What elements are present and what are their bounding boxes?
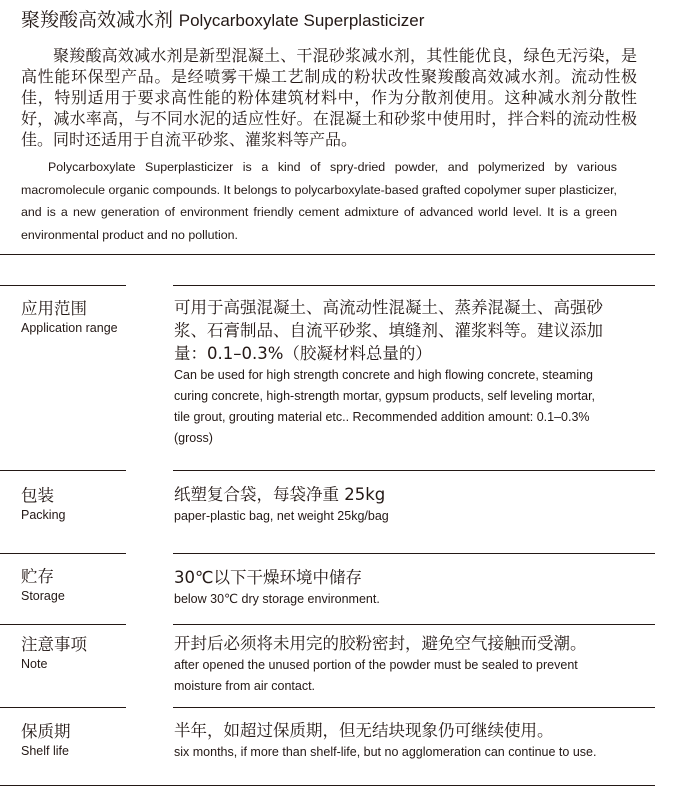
section-label-shelf-life bbox=[21, 721, 71, 760]
divider bbox=[0, 624, 126, 625]
section-label-zh: 保质期 bbox=[21, 722, 71, 741]
divider bbox=[173, 553, 655, 554]
section-label-en: Shelf life bbox=[21, 744, 69, 758]
divider bbox=[0, 285, 126, 286]
section-label-note bbox=[21, 634, 87, 673]
section-content-en: Can be used for high strength concrete and high flowing concrete, steaming curing concrete, high-strength mortar, gypsum products, self leveling mortar, tile grout, grouting material etc.. Recommended addition amount: 0.1–0.3% (gross) bbox=[174, 368, 596, 445]
divider bbox=[173, 470, 655, 471]
section-content-en: six months, if more than shelf-life, but no agglomeration can continue to use. bbox=[174, 745, 597, 759]
intro-paragraph-zh: 聚羧酸高效减水剂是新型混凝土、干混砂浆减水剂，其性能优良，绿色无污染，是高性能环保型产品。是经喷雾干燥工艺制成的粉状改性聚羧酸高效减水剂。流动性极佳，特别适用于要求高性能的粉体建筑材料中，作为分散剂使用。这种减水剂分散性好，减水率高，与不同水泥的适应性好。在混凝土和砂浆中使用时，拌合料的流动性极佳。同时还适用于自流平砂浆、灌浆料等产品。 bbox=[21, 46, 637, 149]
section-content-zh: 纸塑复合袋，每袋净重 25kg bbox=[174, 485, 386, 504]
section-content-zh: 可用于高强混凝土、高流动性混凝土、蒸养混凝土、高强砂浆、石膏制品、自流平砂浆、填缝剂、灌浆料等。建议添加量：0.1–0.3%（胶凝材料总量的） bbox=[174, 298, 603, 363]
section-content-zh: 30℃以下干燥环境中储存 bbox=[174, 568, 363, 587]
divider bbox=[173, 624, 655, 625]
divider bbox=[0, 470, 126, 471]
section-label-zh: 包装 bbox=[21, 486, 54, 505]
section-label-en: Packing bbox=[21, 508, 66, 522]
divider bbox=[0, 785, 655, 786]
section-content-en: after opened the unused portion of the powder must be sealed to prevent moisture from air contact. bbox=[174, 658, 578, 693]
section-label-application-range bbox=[21, 298, 118, 337]
page-title-en: Polycarboxylate Superplasticizer bbox=[178, 11, 425, 30]
divider bbox=[173, 285, 655, 286]
section-content-packing bbox=[174, 483, 614, 527]
section-label-zh: 应用范围 bbox=[21, 299, 87, 318]
divider bbox=[0, 553, 126, 554]
section-content-en: paper-plastic bag, net weight 25kg/bag bbox=[174, 509, 389, 523]
section-content-application-range bbox=[174, 296, 614, 449]
divider bbox=[173, 707, 655, 708]
divider bbox=[0, 254, 655, 255]
section-label-en: Storage bbox=[21, 589, 65, 603]
section-label-en: Note bbox=[21, 657, 48, 671]
section-content-storage bbox=[174, 566, 614, 610]
divider bbox=[0, 707, 126, 708]
section-content-zh: 半年，如超过保质期，但无结块现象仍可继续使用。 bbox=[174, 721, 554, 740]
section-content-note bbox=[174, 632, 614, 697]
section-label-zh: 注意事项 bbox=[21, 635, 87, 654]
page-title bbox=[21, 7, 424, 34]
section-content-en: below 30℃ dry storage environment. bbox=[174, 592, 380, 606]
section-label-en: Application range bbox=[21, 321, 118, 335]
intro-paragraph-en: Polycarboxylate Superplasticizer is a kind of spry-dried powder, and polymerized by various macromolecule organic compounds. It belongs to polycarboxylate-based grafted copolymer super plasticizer, and is a new generation of environment friendly cement admixture of advanced world level. It is a green environmental product and no pollution. bbox=[21, 160, 617, 243]
section-label-storage bbox=[21, 566, 65, 605]
section-content-shelf-life bbox=[174, 719, 614, 763]
section-label-zh: 贮存 bbox=[21, 567, 54, 586]
section-label-packing bbox=[21, 485, 65, 524]
page-title-zh: 聚羧酸高效减水剂 bbox=[21, 9, 174, 31]
section-content-zh: 开封后必须将未用完的胶粉密封，避免空气接触而受潮。 bbox=[174, 634, 587, 653]
